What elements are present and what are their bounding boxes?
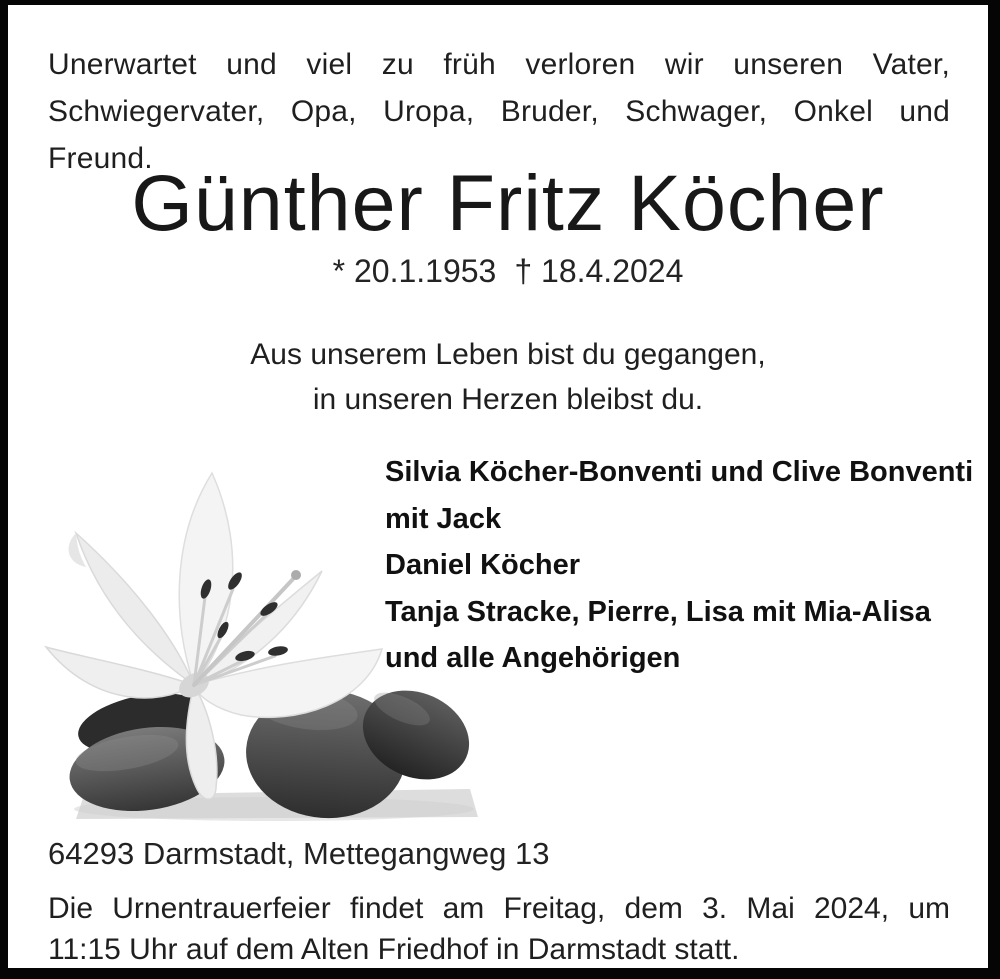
- family-line: mit Jack: [385, 502, 502, 535]
- deceased-name: Günther Fritz Köcher: [131, 158, 885, 247]
- intro-line-1: Unerwartet und viel zu früh verloren wir unseren Vater,: [48, 48, 950, 81]
- death-date: † 18.4.2024: [514, 253, 684, 289]
- birth-date: * 20.1.1953: [332, 253, 497, 289]
- verse-line-2: in unseren Herzen bleibst du.: [312, 383, 704, 416]
- life-dates: [8, 253, 1000, 290]
- family-line: Tanja Stracke, Pierre, Lisa mit Mia-Alisa: [385, 595, 931, 628]
- family-line: Daniel Köcher: [385, 549, 580, 581]
- funeral-line-2: 11:15 Uhr auf dem Alten Friedhof in Darmstadt statt.: [48, 933, 740, 966]
- family-line: und alle Angehörigen: [385, 642, 681, 674]
- funeral-line-1: Die Urnentrauerfeier findet am Freitag, dem 3. Mai 2024, um: [48, 892, 950, 925]
- funeral-info: [48, 888, 950, 970]
- lily-stones-photo: [34, 457, 479, 825]
- memorial-verse: [8, 332, 1000, 422]
- intro-line-2: Schwiegervater, Opa, Uropa, Bruder, Schwager, Onkel und Freund.: [48, 95, 950, 175]
- verse-line-1: Aus unserem Leben bist du gegangen,: [250, 338, 766, 371]
- family-line: Silvia Köcher-Bonventi und Clive Bonventi: [385, 456, 974, 488]
- address-line: 64293 Darmstadt, Mettegangweg 13: [48, 836, 550, 871]
